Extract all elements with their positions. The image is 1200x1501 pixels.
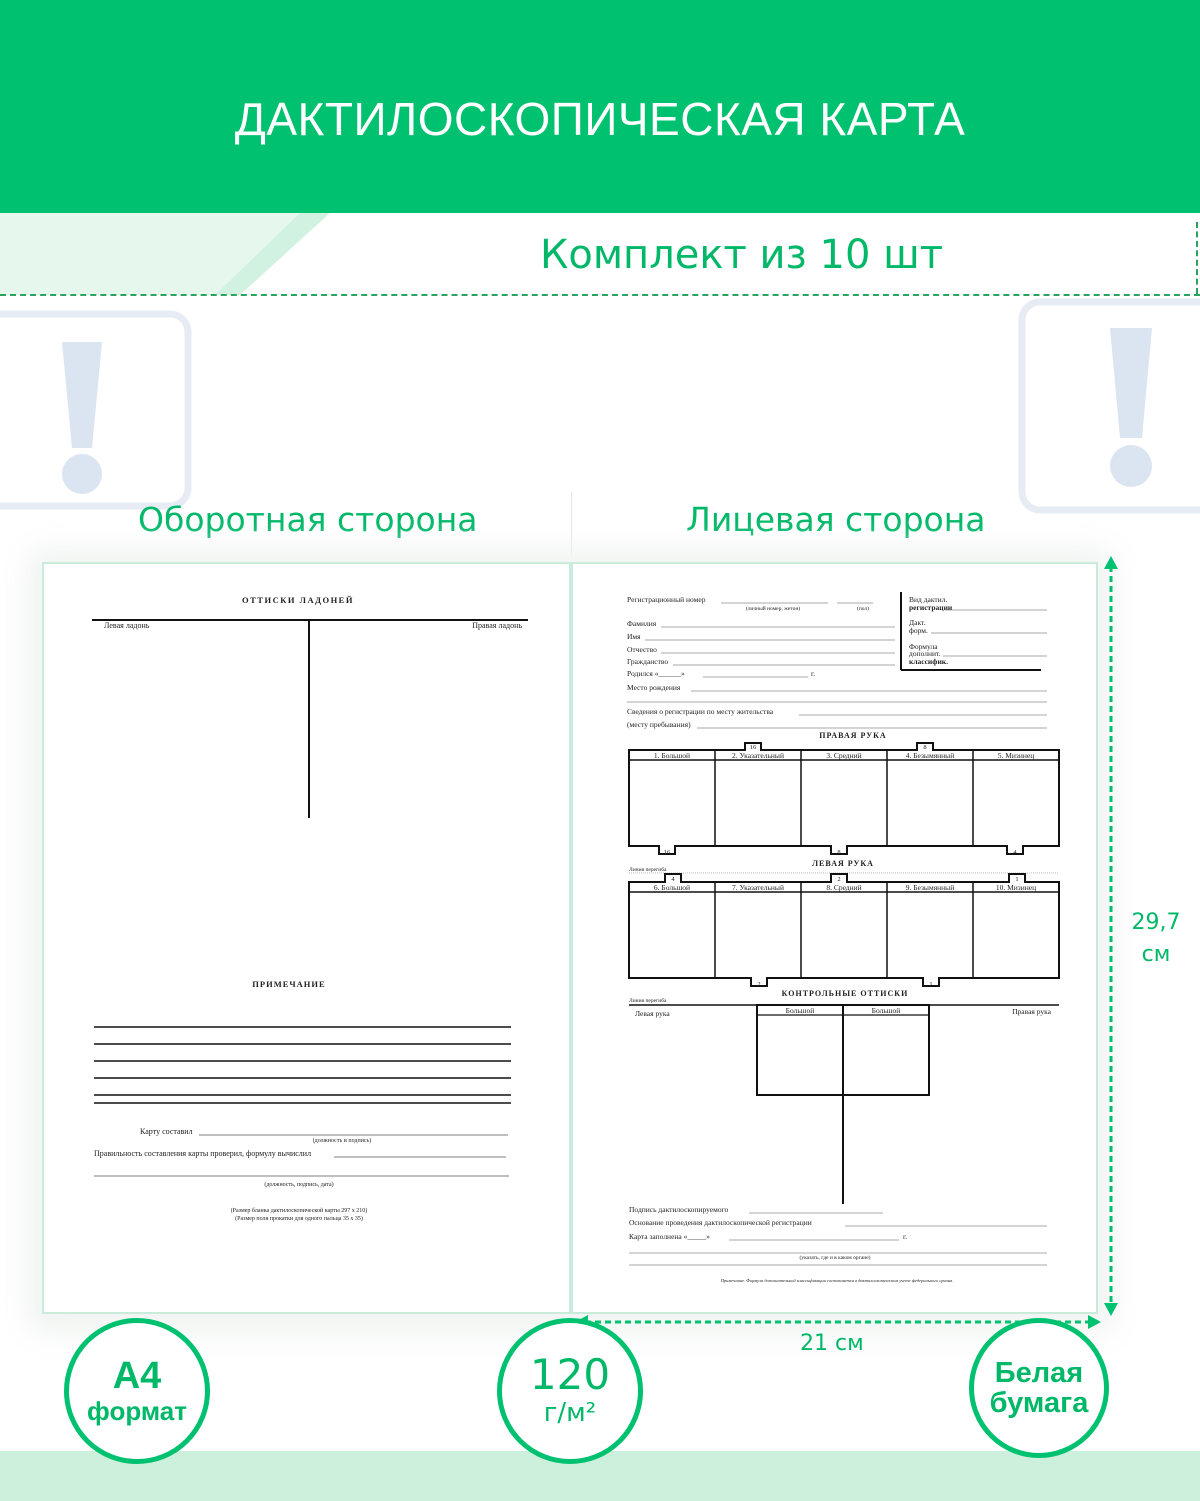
surname-label: Фамилия — [627, 619, 657, 628]
finger-label: 1. Большой — [653, 751, 691, 760]
tab-value: 2 — [837, 876, 841, 883]
palms-title: ОТТИСКИ ЛАДОНЕЙ — [242, 595, 354, 605]
tab-value: 1 — [1015, 876, 1019, 883]
birthplace-label: Место рождения — [627, 683, 681, 692]
format-label: формат — [87, 1396, 187, 1426]
paper-line-2: бумага — [989, 1387, 1089, 1419]
name-label: Имя — [627, 632, 641, 641]
tab-value: 2 — [757, 981, 761, 988]
finger-label: 5. Мизинец — [997, 751, 1035, 760]
formula: Формула — [909, 642, 938, 651]
control-title: КОНТРОЛЬНЫЕ ОТТИСКИ — [781, 989, 909, 998]
page-title: ДАКТИЛОСКОПИЧЕСКАЯ КАРТА — [234, 93, 966, 145]
front-side-label: Лицевая сторона — [686, 500, 986, 539]
citizenship-label: Гражданство — [627, 657, 669, 666]
tab-value: 8 — [923, 744, 927, 751]
patronymic-label: Отчество — [627, 645, 657, 654]
position-sign-date: (должность, подпись, дата) — [264, 1182, 334, 1188]
header-banner — [0, 0, 1200, 213]
back-side-sheet — [42, 562, 571, 1314]
front-side-sheet — [571, 562, 1098, 1314]
fold-line-label: Линия перегиба — [629, 867, 667, 873]
finger-label: 4. Безымянный — [905, 751, 955, 760]
warning-icon — [1018, 298, 1200, 514]
stay-place-label: (месту пребывания) — [627, 720, 691, 729]
right-palm-label: Правая ладонь — [472, 621, 522, 630]
paper-badge — [969, 1318, 1109, 1458]
born-label: Родился «______» — [627, 669, 685, 678]
control-left-label: Левая рука — [635, 1009, 670, 1018]
registration-info-label: Сведения о регистрации по месту жительства — [627, 707, 774, 716]
finger-label: 6. Большой — [653, 883, 691, 892]
tab-value: 16 — [749, 744, 757, 751]
control-right-label: Правая рука — [1012, 1007, 1051, 1016]
left-hand-title: ЛЕВАЯ РУКА — [812, 859, 874, 868]
classif: классифик. — [909, 657, 948, 666]
position-sign: (должность и подпись) — [312, 1138, 372, 1144]
filled-label: Карта заполнена «_____» — [629, 1232, 710, 1241]
note-title: ПРИМЕЧАНИЕ — [252, 979, 326, 989]
bottom-band — [0, 1451, 1200, 1501]
compiled-by: Карту составил — [140, 1127, 193, 1136]
height-dimension-arrow — [1103, 556, 1119, 1316]
finger-label: 3. Средний — [826, 751, 862, 760]
thumb-label: Большой — [785, 1006, 815, 1015]
personal-number-hint: (личный номер, жетон) — [745, 606, 801, 612]
form: форм. — [909, 626, 928, 635]
sex-hint: (пол) — [856, 606, 870, 612]
note-lines — [94, 1027, 511, 1103]
signature-label: Подпись дактилоскопируемого — [629, 1205, 729, 1214]
finger-label: 2. Указательный — [732, 751, 784, 760]
density-value: 120 — [529, 1350, 611, 1399]
height-label — [1120, 907, 1192, 971]
side-separator — [571, 492, 572, 556]
tab-value: 16 — [663, 849, 671, 856]
thumb-label: Большой — [871, 1006, 901, 1015]
registration: регистрации — [909, 603, 953, 612]
tab-value: 4 — [1013, 849, 1017, 856]
additional: дополнит. — [909, 649, 941, 658]
density-unit: г/м² — [543, 1398, 597, 1428]
size-note-2: (Размер поля прокатки для одного пальца 35 x 35) — [235, 1216, 363, 1222]
fold-line-label: Линия перегиба — [629, 998, 667, 1004]
tab-value: 4 — [671, 876, 675, 883]
right-hand-dividers — [629, 750, 1059, 846]
paper-line-1: Белая — [994, 1357, 1084, 1389]
right-hand-title: ПРАВАЯ РУКА — [819, 731, 887, 740]
finger-label: 10. Мизинец — [995, 883, 1037, 892]
density-badge — [497, 1318, 643, 1464]
dakt-reg-type: Вид дактил. — [909, 595, 948, 604]
subtitle: Комплект из 10 шт — [540, 232, 944, 278]
checked-by: Правильность составления карты проверил, формулу вычислил — [94, 1149, 312, 1158]
control-frame — [757, 1005, 929, 1204]
left-palm-label: Левая ладонь — [104, 621, 150, 630]
warning-icon — [0, 310, 192, 510]
left-hand-dividers — [629, 882, 1059, 978]
format-value: A4 — [112, 1355, 162, 1397]
finger-label: 8. Средний — [826, 883, 862, 892]
back-side-label: Оборотная сторона — [138, 500, 478, 539]
width-label: 21 см — [800, 1331, 864, 1356]
tab-value: 8 — [837, 849, 841, 856]
front-note: Примечание. Формула дополнительной классификации составляется в дактилоскопическом учете федерального органа. — [720, 1278, 954, 1283]
format-badge — [64, 1318, 210, 1464]
filled-year: г. — [903, 1232, 908, 1241]
height-value: 29,7 — [1131, 910, 1181, 935]
reg-number-label: Регистрационный номер — [627, 595, 706, 604]
tab-value: 1 — [929, 981, 933, 988]
dashed-divider — [0, 294, 1200, 296]
where-hint: (указать, где и в каком органе) — [799, 1255, 871, 1261]
born-year: г. — [811, 669, 816, 678]
size-note-1: (Размер бланка дактилоскопической карты 297 x 210) — [230, 1208, 368, 1214]
basis-label: Основание проведения дактилоскопической регистрации — [629, 1218, 812, 1227]
finger-label: 9. Безымянный — [905, 883, 955, 892]
dakt-form: Дакт. — [909, 618, 926, 627]
dashed-divider-vertical — [1196, 222, 1198, 294]
finger-label: 7. Указательный — [732, 883, 784, 892]
height-unit: см — [1141, 942, 1171, 967]
